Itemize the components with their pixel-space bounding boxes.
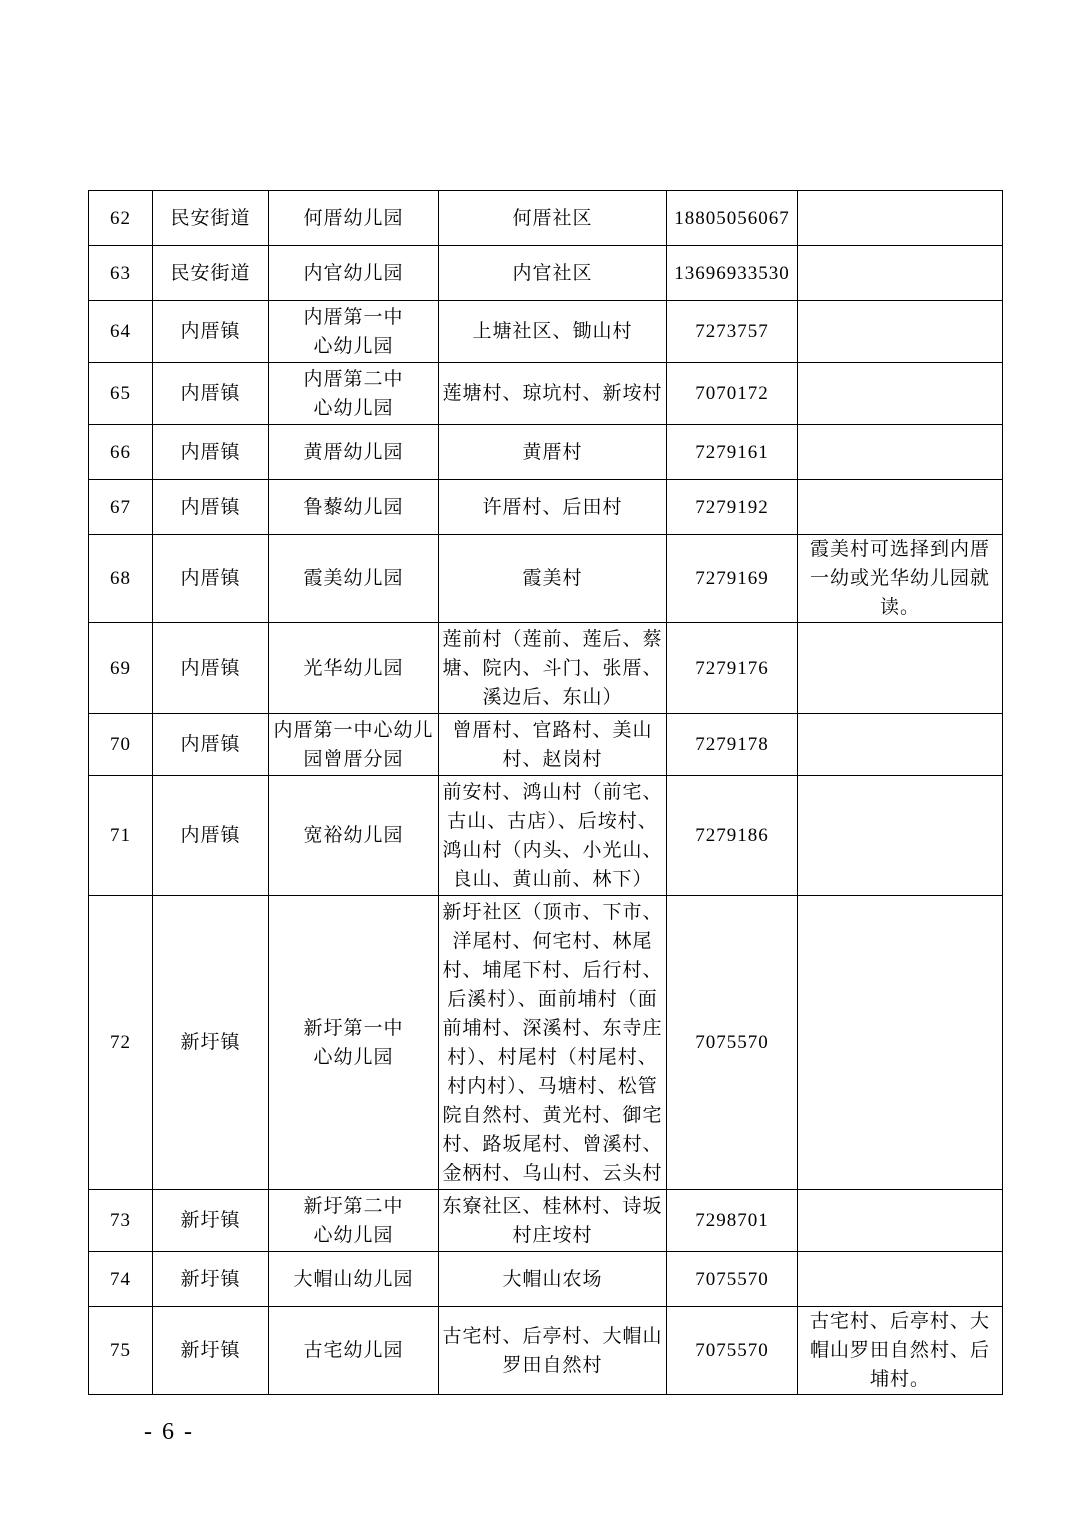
row-number: 69 xyxy=(89,623,153,714)
row-number: 64 xyxy=(89,301,153,363)
street-cell: 内厝镇 xyxy=(153,425,269,480)
villages-cell: 许厝村、后田村 xyxy=(439,480,667,535)
kindergarten-cell: 新圩第一中心幼儿园 xyxy=(269,896,439,1190)
phone-cell: 7279169 xyxy=(667,535,798,623)
villages-cell: 曾厝村、官路村、美山村、赵岗村 xyxy=(439,714,667,776)
villages-cell: 古宅村、后亭村、大帽山罗田自然村 xyxy=(439,1307,667,1395)
phone-cell: 7279176 xyxy=(667,623,798,714)
remark-cell xyxy=(798,1190,1003,1252)
phone-cell: 7273757 xyxy=(667,301,798,363)
street-cell: 内厝镇 xyxy=(153,301,269,363)
row-number: 70 xyxy=(89,714,153,776)
street-cell: 内厝镇 xyxy=(153,535,269,623)
table-row xyxy=(89,480,1003,535)
page-number: - 6 - xyxy=(144,1419,194,1445)
table-row xyxy=(89,1190,1003,1252)
kindergarten-cell: 内厝第二中心幼儿园 xyxy=(269,363,439,425)
phone-cell: 13696933530 xyxy=(667,246,798,301)
kindergarten-cell: 新圩第二中心幼儿园 xyxy=(269,1190,439,1252)
remark-cell xyxy=(798,425,1003,480)
remark-cell xyxy=(798,1252,1003,1307)
street-cell: 内厝镇 xyxy=(153,714,269,776)
row-number: 74 xyxy=(89,1252,153,1307)
street-cell: 内厝镇 xyxy=(153,480,269,535)
table-row xyxy=(89,425,1003,480)
phone-cell: 7298701 xyxy=(667,1190,798,1252)
villages-cell: 东寮社区、桂林村、诗坂村庄垵村 xyxy=(439,1190,667,1252)
row-number: 66 xyxy=(89,425,153,480)
row-number: 62 xyxy=(89,191,153,246)
row-number: 63 xyxy=(89,246,153,301)
row-number: 73 xyxy=(89,1190,153,1252)
villages-cell: 上塘社区、锄山村 xyxy=(439,301,667,363)
street-cell: 内厝镇 xyxy=(153,623,269,714)
row-number: 68 xyxy=(89,535,153,623)
phone-cell: 7279161 xyxy=(667,425,798,480)
row-number: 72 xyxy=(89,896,153,1190)
kindergarten-cell: 宽裕幼儿园 xyxy=(269,776,439,896)
phone-cell: 7075570 xyxy=(667,1307,798,1395)
kindergarten-cell: 内厝第一中心幼儿园曾厝分园 xyxy=(269,714,439,776)
table-row xyxy=(89,714,1003,776)
street-cell: 新圩镇 xyxy=(153,1307,269,1395)
row-number: 71 xyxy=(89,776,153,896)
table-row xyxy=(89,363,1003,425)
phone-cell: 7279178 xyxy=(667,714,798,776)
remark-cell xyxy=(798,301,1003,363)
table-row xyxy=(89,301,1003,363)
phone-cell: 18805056067 xyxy=(667,191,798,246)
kindergarten-cell: 内厝第一中心幼儿园 xyxy=(269,301,439,363)
street-cell: 新圩镇 xyxy=(153,1252,269,1307)
remark-cell: 古宅村、后亭村、大帽山罗田自然村、后埔村。 xyxy=(798,1307,1003,1395)
kindergarten-cell: 大帽山幼儿园 xyxy=(269,1252,439,1307)
table-row xyxy=(89,1252,1003,1307)
villages-cell: 大帽山农场 xyxy=(439,1252,667,1307)
villages-cell: 内官社区 xyxy=(439,246,667,301)
table-row xyxy=(89,776,1003,896)
phone-cell: 7070172 xyxy=(667,363,798,425)
phone-cell: 7279186 xyxy=(667,776,798,896)
table-row xyxy=(89,191,1003,246)
remark-cell xyxy=(798,363,1003,425)
villages-cell: 霞美村 xyxy=(439,535,667,623)
villages-cell: 新圩社区（顶市、下市、洋尾村、何宅村、林尾村、埔尾下村、后行村、后溪村）、面前埔村（面前埔村、深溪村、东寺庄村）、村尾村（村尾村、村内村）、马塘村、松管院自然村、黄光村、御宅村、路坂尾村、曾溪村、金柄村、乌山村、云头村 xyxy=(439,896,667,1190)
street-cell: 民安街道 xyxy=(153,246,269,301)
villages-cell: 莲塘村、琼坑村、新垵村 xyxy=(439,363,667,425)
remark-cell xyxy=(798,246,1003,301)
row-number: 65 xyxy=(89,363,153,425)
kindergarten-cell: 古宅幼儿园 xyxy=(269,1307,439,1395)
villages-cell: 黄厝村 xyxy=(439,425,667,480)
kindergarten-cell: 黄厝幼儿园 xyxy=(269,425,439,480)
remark-cell xyxy=(798,480,1003,535)
table-row xyxy=(89,246,1003,301)
street-cell: 内厝镇 xyxy=(153,363,269,425)
villages-cell: 莲前村（莲前、莲后、蔡塘、院内、斗门、张厝、溪边后、东山） xyxy=(439,623,667,714)
row-number: 67 xyxy=(89,480,153,535)
row-number: 75 xyxy=(89,1307,153,1395)
table-row xyxy=(89,1307,1003,1395)
kindergarten-cell: 内官幼儿园 xyxy=(269,246,439,301)
street-cell: 民安街道 xyxy=(153,191,269,246)
table-row xyxy=(89,535,1003,623)
phone-cell: 7075570 xyxy=(667,896,798,1190)
table-row xyxy=(89,623,1003,714)
remark-cell xyxy=(798,776,1003,896)
remark-cell: 霞美村可选择到内厝一幼或光华幼儿园就读。 xyxy=(798,535,1003,623)
street-cell: 新圩镇 xyxy=(153,1190,269,1252)
kindergarten-cell: 何厝幼儿园 xyxy=(269,191,439,246)
street-cell: 内厝镇 xyxy=(153,776,269,896)
villages-cell: 何厝社区 xyxy=(439,191,667,246)
villages-cell: 前安村、鸿山村（前宅、古山、古店）、后垵村、鸿山村（内头、小光山、良山、黄山前、林下） xyxy=(439,776,667,896)
remark-cell xyxy=(798,623,1003,714)
kindergarten-cell: 鲁藜幼儿园 xyxy=(269,480,439,535)
kindergarten-table xyxy=(88,190,1003,1395)
remark-cell xyxy=(798,714,1003,776)
phone-cell: 7279192 xyxy=(667,480,798,535)
remark-cell xyxy=(798,896,1003,1190)
kindergarten-cell: 光华幼儿园 xyxy=(269,623,439,714)
kindergarten-cell: 霞美幼儿园 xyxy=(269,535,439,623)
phone-cell: 7075570 xyxy=(667,1252,798,1307)
table-row xyxy=(89,896,1003,1190)
street-cell: 新圩镇 xyxy=(153,896,269,1190)
remark-cell xyxy=(798,191,1003,246)
